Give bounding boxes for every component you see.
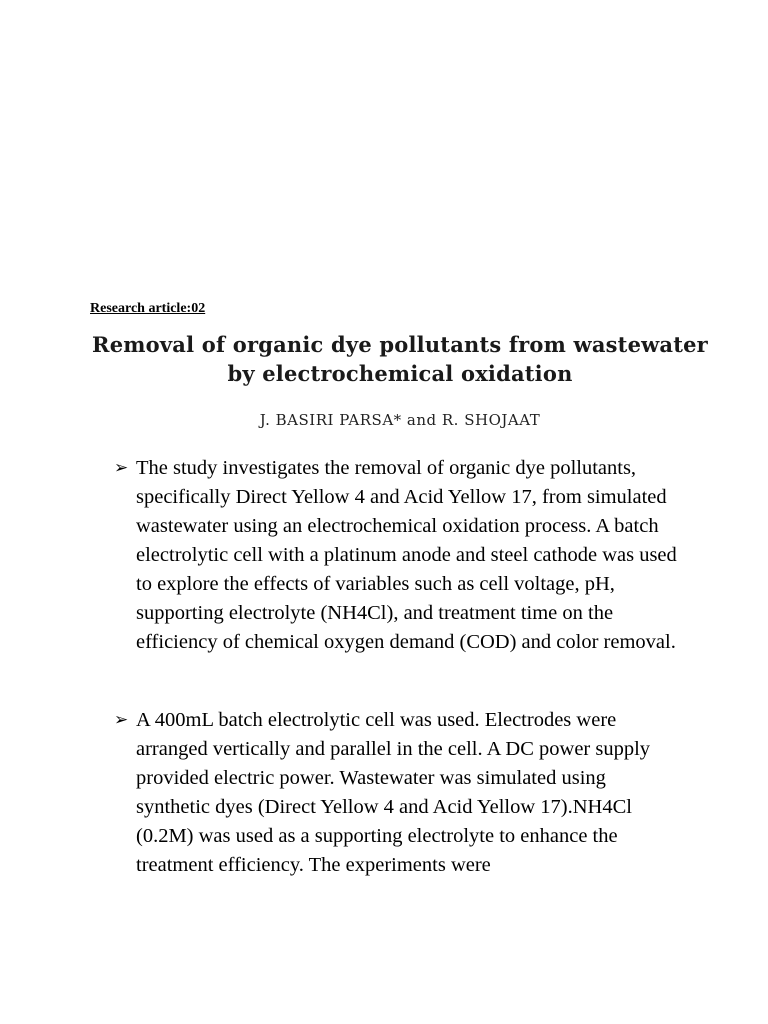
bullet-item xyxy=(112,706,682,880)
title-block xyxy=(80,330,720,430)
bullet-text: The study investigates the removal of organic dye pollutants, specifically Direct Yellow 4 and Acid Yellow 17, from simulated wastewater using an electrochemical oxidation process. A batch electrolytic cell with a platinum anode and steel cathode was used to explore the effects of variables such as cell voltage, pH, supporting electrolyte (NH4Cl), and treatment time on the efficiency of chemical oxygen demand (COD) and color removal. xyxy=(136,457,677,653)
arrowhead-bullet-icon: ➢ xyxy=(114,710,129,730)
bullet-item xyxy=(112,454,682,657)
article-label: Research article:02 xyxy=(90,301,206,316)
authors: J. BASIRI PARSA* and R. SHOJAAT xyxy=(259,411,541,429)
bullet-list xyxy=(112,454,682,929)
bullet-text: A 400mL batch electrolytic cell was used. Electrodes were arranged vertically and parallel in the cell. A DC power supply provided electric power. Wastewater was simulated using synthetic dyes (Direct Yellow 4 and Acid Yellow 17).NH4Cl (0.2M) was used as a supporting electrolyte to enhance the treatment efficiency. The experiments were xyxy=(136,709,651,876)
paper-title: Removal of organic dye pollutants from wastewater by electrochemical oxidation xyxy=(92,332,708,386)
arrowhead-bullet-icon: ➢ xyxy=(114,458,129,478)
